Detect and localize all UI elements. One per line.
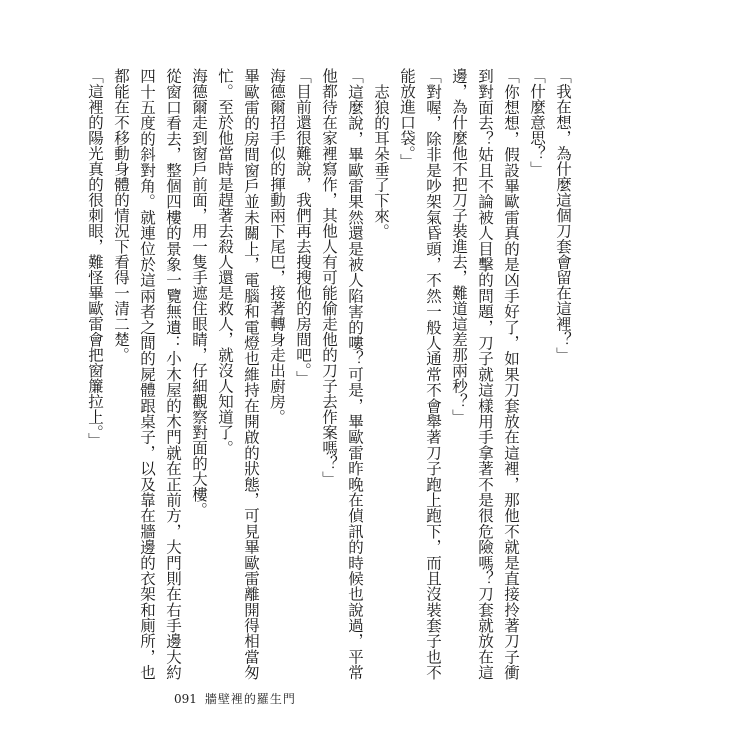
paragraph: 海德爾走到窗戶前面，用一隻手遮住眼睛，仔細觀察對面的大樓。 <box>190 68 208 518</box>
paragraph: 「你想想，假設畢歐雷真的是凶手好了，如果刀套放在這裡，那他不就是直接拎著刀子衝到對面去？姑且不論被人目擊的問題，刀子就這樣用手拿著不是很危險嗎？刀套就放在這邊，為什麼他不把刀子裝進去，難道這差那兩秒？」 <box>450 68 520 680</box>
paragraph: 「我在想，為什麼這個刀套會留在這裡？」 <box>554 68 572 363</box>
book-title: 牆壁裡的羅生門 <box>204 692 296 706</box>
paragraph: 畢歐雷的房間窗戶並未關上，電腦和電燈也維持在開啟的狀態，可見畢歐雷離開得相當匆忙。至於他當時是趕著去殺人還是救人，就沒人知道了。 <box>216 68 260 680</box>
body-text <box>86 68 576 680</box>
paragraph: 「這麼說，畢歐雷果然還是被人陷害的嘍？可是，畢歐雷昨晚在偵訊的時候也說過，平常他都待在家裡寫作，其他人有可能偷走他的刀子去作案嗎？」 <box>320 68 364 680</box>
paragraph: 海德爾招手似的揮動兩下尾巴，接著轉身走出廚房。 <box>268 68 286 425</box>
paragraph: 「什麼意思？」 <box>528 68 546 177</box>
paragraph: 「目前還很難說，我們再去搜搜他的房間吧。」 <box>294 68 312 386</box>
page-number: 091 <box>174 692 197 706</box>
paragraph: 志狼的耳朵垂了下來。 <box>372 83 390 239</box>
paragraph: 「對喔，除非是吵架氣昏頭，不然一般人通常不會舉著刀子跑上跑下，而且沒裝套子也不能放進口袋。」 <box>398 68 442 680</box>
page-footer <box>174 690 296 707</box>
paragraph: 從窗口看去，整個四樓的景象一覽無遺：小木屋的木門就在正前方，大門則在右手邊大約四十五度的斜對角。就連位於這兩者之間的屍體跟桌子，以及靠在牆邊的衣架和廁所，也都能在不移動身體的情況下看得一清二楚。 <box>112 68 182 680</box>
paragraph: 「這裡的陽光真的很刺眼，難怪畢歐雷會把窗簾拉上。」 <box>86 68 104 448</box>
